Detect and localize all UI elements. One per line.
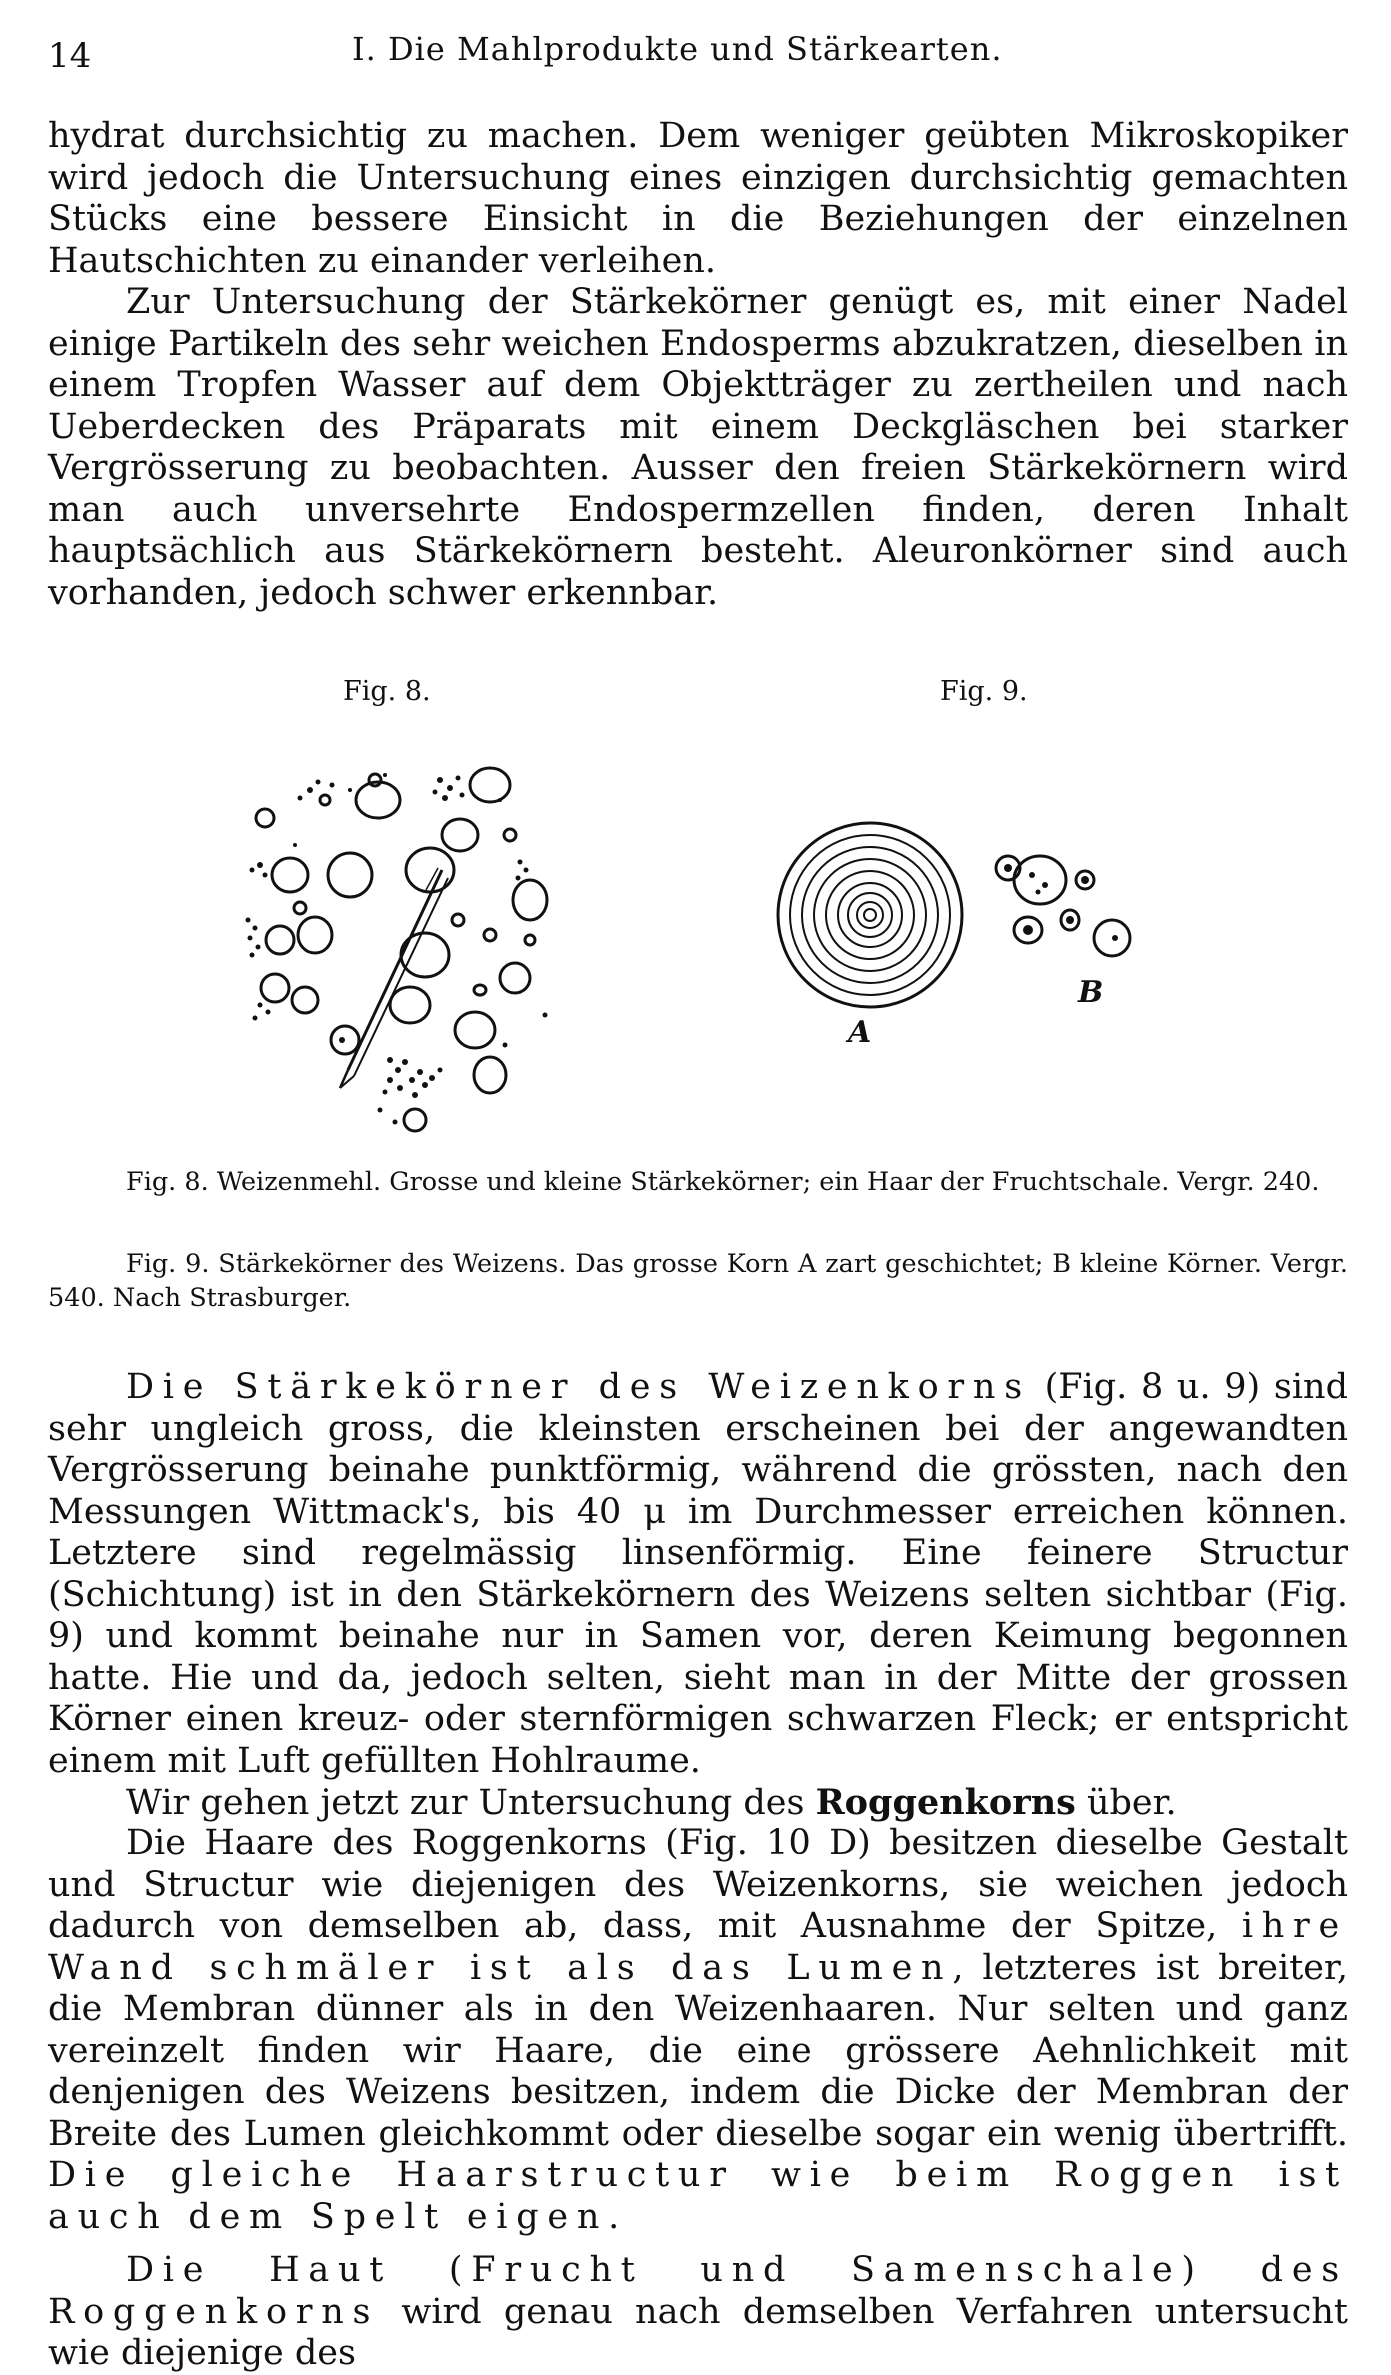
paragraph-5-spaced-2: Die gleiche Haarstructur wie beim Roggen ist auch dem Spelt eigen. bbox=[48, 2155, 1348, 2237]
fig9-label: Fig. 9. bbox=[940, 676, 1028, 707]
paragraph-3-text: (Fig. 8 u. 9) sind sehr ungleich gross, die kleinsten erscheinen bei der angewandten Vergrösserung beinahe punktförmig, während die grössten, nach den Messungen Wittmack's, bis 40 μ im Durchmesser erreichen können. Letztere sind regelmässig linsenförmig. Eine feinere Structur (Schichtung) ist in den Stärkekörnern des Weizens selten sichtbar (Fig. 9) und kommt beinahe nur in Samen vor, deren Keimung begonnen hatte. Hie und da, jedoch selten, sieht man in der Mitte der grossen Körner einen kreuz- oder sternförmigen schwarzen Fleck; er entspricht einem mit Luft gefüllten Hohlraume. bbox=[48, 1367, 1348, 1781]
fig9-illustration bbox=[770, 820, 1230, 1060]
paragraph-2: Zur Untersuchung der Stärkekörner genügt es, mit einer Nadel einige Partikeln des sehr weichen Endosperms abzukratzen, dieselben in einem Tropfen Wasser auf dem Objektträger zu zertheilen und nach Ueberdecken des Präparats mit einem Deckgläschen bei starker Vergrösserung zu beobachten. Ausser den freien Stärkekörnern wird man auch unversehrte Endospermzellen finden, deren Inhalt hauptsächlich aus Stärkekörnern besteht. Aleuronkörner sind auch vorhanden, jedoch schwer erkennbar. bbox=[48, 282, 1348, 613]
fig9-letter-b: B bbox=[1078, 975, 1104, 1010]
paragraph-3-spaced: Die Stärkekörner des Weizenkorns bbox=[126, 1367, 1031, 1407]
paragraph-5-a: Die Haare des Roggenkorns (Fig. 10 D) besitzen dieselbe Gestalt und Structur wie diejenigen des Weizenkorns, sie weichen jedoch dadurch von demselben ab, dass, mit Ausnahme der Spitze, bbox=[48, 1823, 1348, 1946]
paragraph-1: hydrat durchsichtig zu machen. Dem weniger geübten Mikroskopiker wird jedoch die Untersuchung eines einzigen durchsichtig gemachten Stücks eine bessere Einsicht in die Beziehungen der einzelnen Hautschichten zu einander verleihen. bbox=[48, 116, 1348, 281]
paragraph-5 bbox=[48, 1823, 1348, 2238]
paragraph-5-spaced-1: ihre Wand schmäler ist als das Lumen bbox=[48, 1906, 1348, 1988]
paragraph-5-b: , letzteres ist breiter, die Membran dünner als in den Weizenhaaren. Nur selten und ganz vereinzelt finden wir Haare, die eine grössere Aehnlichkeit mit denjenigen des Weizens besitzen, indem die Dicke der Membran der Breite des Lumen gleichkommt oder dieselbe sogar ein wenig übertrifft. bbox=[48, 1947, 1348, 2154]
page-number: 14 bbox=[48, 36, 92, 76]
caption-fig9: Fig. 9. Stärkekörner des Weizens. Das grosse Korn A zart geschichtet; B kleine Körner. Vergr. 540. Nach Strasburger. bbox=[48, 1249, 1348, 1313]
paragraph-6-spaced: Die Haut (Frucht und Samenschale) des Roggenkorns bbox=[48, 2250, 1348, 2332]
paragraph-4-post: über. bbox=[1075, 1783, 1177, 1823]
paragraph-4 bbox=[48, 1782, 1348, 1825]
paragraph-6 bbox=[48, 2250, 1348, 2375]
caption-fig8: Fig. 8. Weizenmehl. Grosse und kleine Stärkekörner; ein Haar der Fruchtschale. Vergr. 240. bbox=[126, 1167, 1320, 1197]
fig8-label: Fig. 8. bbox=[343, 676, 431, 707]
paragraph-4-pre: Wir gehen jetzt zur Untersuchung des bbox=[126, 1783, 816, 1823]
paragraph-6-text: wird genau nach demselben Verfahren untersucht wie diejenige des bbox=[48, 2291, 1348, 2373]
fig8-illustration bbox=[200, 740, 570, 1140]
running-head: I. Die Mahlprodukte und Stärkearten. bbox=[352, 30, 1003, 68]
fig9-letter-a: A bbox=[848, 1015, 872, 1050]
paragraph-3 bbox=[48, 1367, 1348, 1782]
paragraph-4-bold: Roggenkorns bbox=[815, 1782, 1076, 1823]
